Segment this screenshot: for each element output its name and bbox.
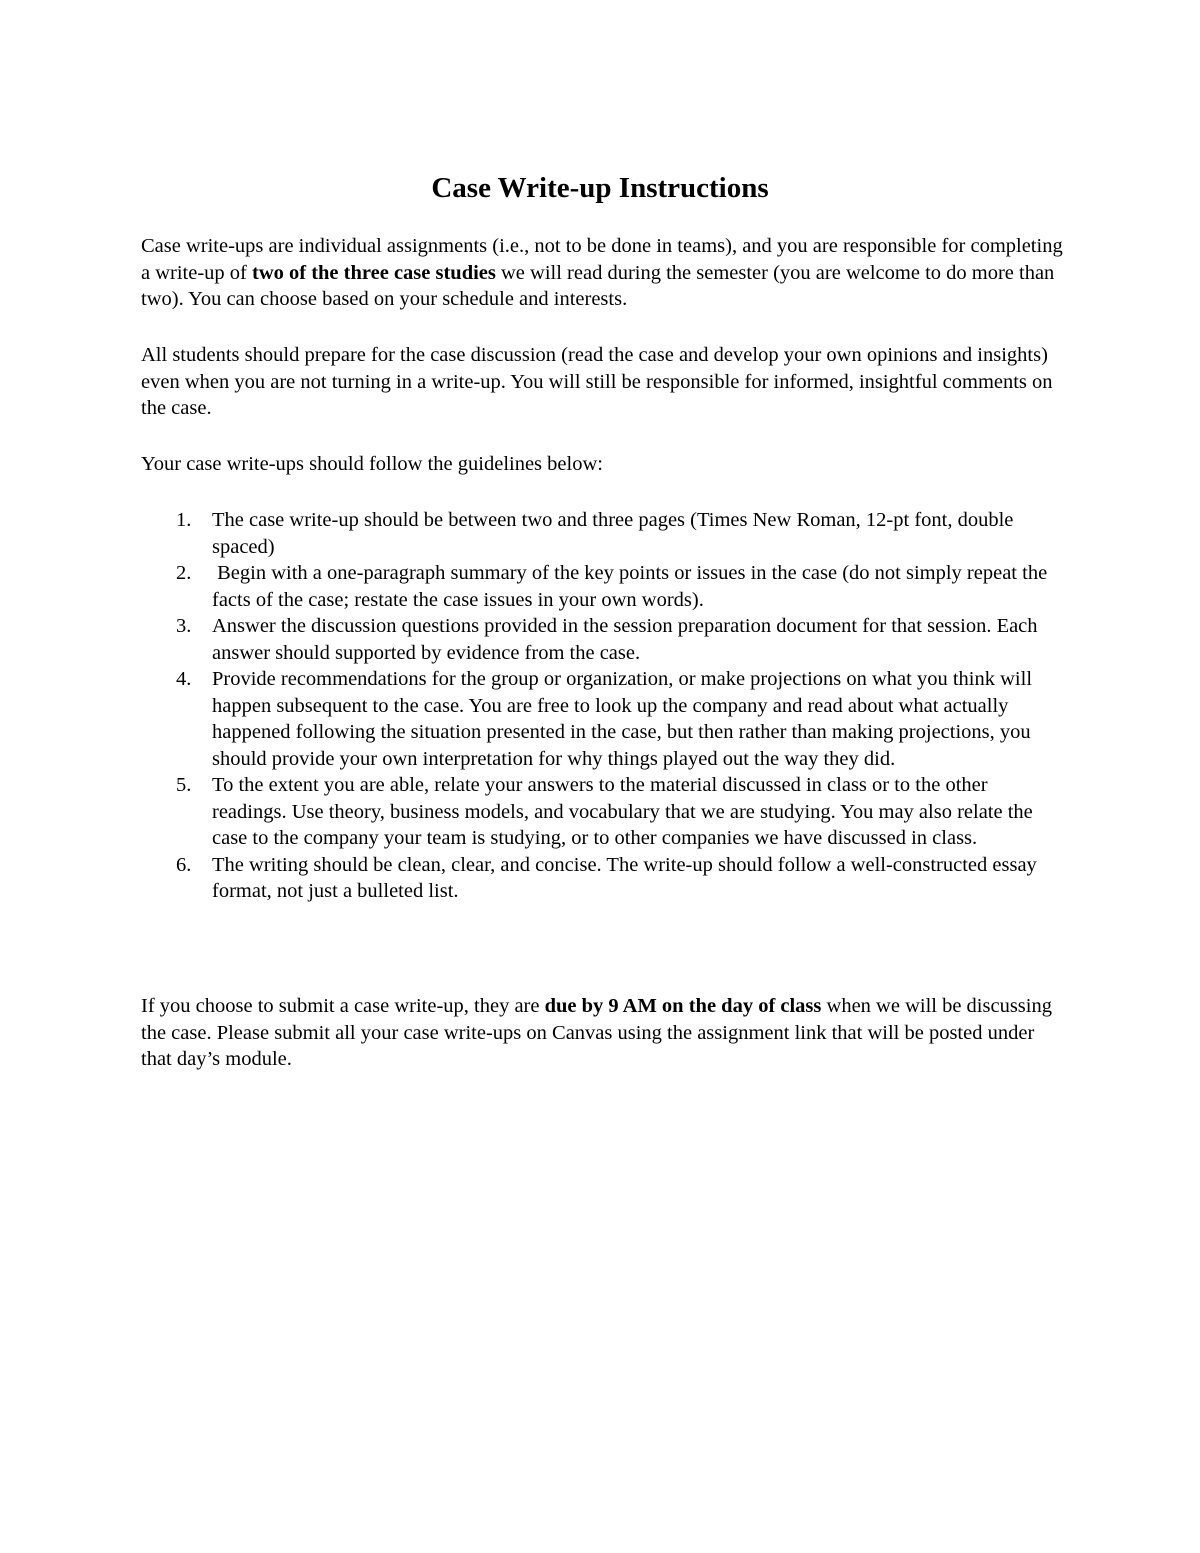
deadline-emphasis: due by 9 AM on the day of class [544, 995, 822, 1017]
guideline-number: 4. [176, 668, 192, 690]
guideline-text: To the extent you are able, relate your answers to the material discussed in class or to the other readings. Use theory, business models, and vocabulary that we are studying. You may also relate the case to the company your team is studying, or to other companies we have discussed in class. [212, 774, 1033, 849]
guideline-text: Provide recommendations for the group or organization, or make projections on what you think will happen subsequent to the case. You are free to look up the company and read about what actually happened following the situation presented in the case, but then rather than making projections, you should provide your own interpretation for why things played out the way they did. [212, 668, 1033, 770]
preparation-paragraph: All students should prepare for the case discussion (read the case and develop your own opinions and insights) even when you are not turning in a write-up. You will still be responsible for informed, insightful comments on the case. [141, 344, 1053, 419]
guidelines-intro: Your case write-ups should follow the guidelines below: [141, 453, 603, 475]
guideline-item [141, 852, 1066, 905]
document-title: Case Write-up Instructions [431, 172, 769, 204]
submission-text-end: when we will be discussing the case. Please submit all your case write-ups on Canvas using the assignment link that will be posted under that day’s module. [141, 995, 1052, 1070]
guideline-number: 3. [176, 615, 192, 637]
intro-emphasis: two of the three case studies [252, 261, 496, 284]
submission-text-start: If you choose to submit a case write-up, they are [141, 995, 545, 1017]
guideline-item [141, 666, 1066, 772]
guideline-number: 1. [176, 509, 192, 531]
guideline-item [141, 560, 1066, 613]
guideline-text: The case write-up should be between two and three pages (Times New Roman, 12-pt font, double spaced) [212, 509, 1014, 558]
guideline-number: 2. [176, 562, 192, 584]
guideline-number: 6. [176, 853, 192, 876]
guideline-text: Begin with a one-paragraph summary of the key points or issues in the case (do not simply repeat the facts of the case; restate the case issues in your own words). [212, 562, 1053, 611]
guideline-text: The writing should be clean, clear, and concise. The write-up should follow a well-constructed essay format, not just a bulleted list. [212, 853, 1037, 902]
guideline-number: 5. [176, 774, 192, 796]
submission-paragraph [141, 993, 1066, 1073]
guideline-item [141, 613, 1066, 666]
guideline-item [141, 772, 1066, 852]
intro-paragraph [141, 233, 1066, 313]
intro-text-start: Case write-ups are individual assignments (i.e., not to be done in teams), and you are responsible for completing a write-up of [141, 235, 1063, 284]
guidelines-list [141, 507, 1066, 905]
intro-text-end: we will read during the semester (you are welcome to do more than two). You can choose based on your schedule and interests. [141, 261, 1055, 310]
guideline-item [141, 507, 1066, 560]
guideline-text: Answer the discussion questions provided in the session preparation document for that session. Each answer should supported by evidence from the case. [212, 615, 1038, 664]
